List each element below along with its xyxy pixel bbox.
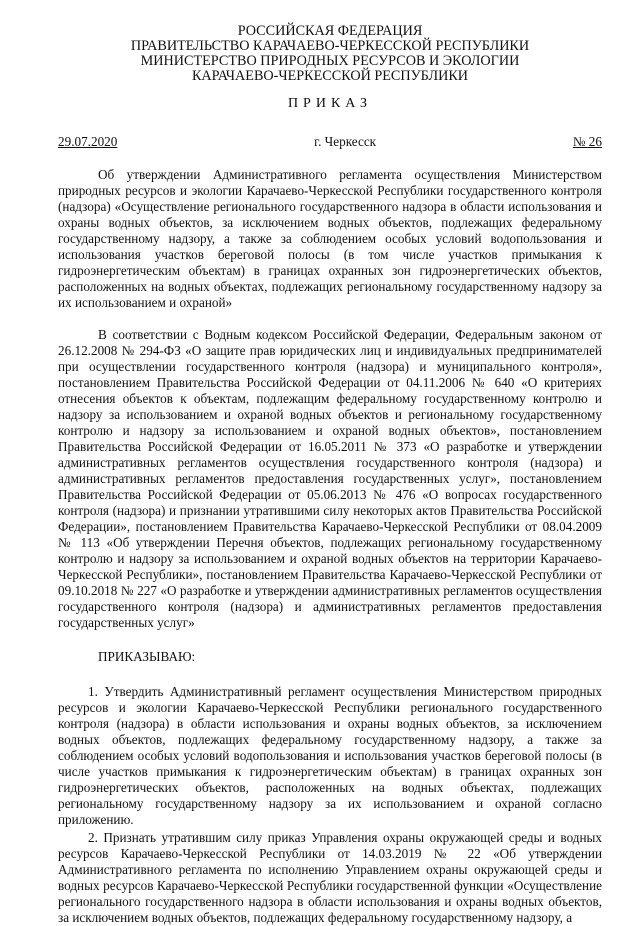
- document-subject: Об утверждении Административного регламента осуществления Министерством природных ресурсов и экологии Карачаево-Черкесской Республики государственного контроля (надзора) «Осуществление регионального государственного надзора в области использования и охраны водных объектов, за исключением водных объектов, подлежащих федеральному государственному надзору, а также за соблюдением особых условий водопользования и использования участков береговой полосы (в том числе участков примыкания к гидроэнергетическим объектам) в границах охранных зон гидроэнергетических объектов, расположенных на водных объектах, подлежащих региональному государственному надзору за их использованием и охраной»: [58, 167, 602, 310]
- document-city: г. Черкесск: [314, 134, 377, 149]
- document-meta: [58, 134, 602, 150]
- document-preamble: В соответствии с Водным кодексом Российской Федерации, Федеральным законом от 26.12.2008 № 294-ФЗ «О защите прав юридических лиц и индивидуальных предпринимателей при осуществлении государственного контроля (надзора) и муниципального контроля», постановлением Правительства Российской Федерации от 04.11.2006 № 640 «О критериях отнесения объектов к объектам, подлежащим федеральному государственному контролю и надзору за использованием и охраной водных объектов и региональному государственному контролю и надзору за использованием и охраной водных объектов», постановлением Правительства Российской Федерации от 16.05.2011 № 373 «О разработке и утверждении административных регламентов осуществления государственного контроля (надзора) и административных регламентов предоставления государственных услуг», постановлением Правительства Российской Федерации от 05.06.2013 № 476 «О вопросах государственного контроля (надзора) и признании утратившими силу некоторых актов Правительства Российской Федерации», постановлением Правительства Карачаево-Черкесской Республики от 08.04.2009 № 113 «Об утверждении Перечня объектов, подлежащих региональному государственному контролю и надзору за использованием и охраной водных объектов на территории Карачаево-Черкесской Республики», постановлением Правительства Карачаево-Черкесской Республики от 09.10.2018 № 227 «О разработке и утверждении административных регламентов осуществления государственного контроля (надзора) и административных регламентов предоставления государственных услуг»: [58, 327, 602, 630]
- header-line-republic: КАРАЧАЕВО-ЧЕРКЕССКОЙ РЕСПУБЛИКИ: [191, 68, 469, 84]
- header-line-ministry: МИНИСТЕРСТВО ПРИРОДНЫХ РЕСУРСОВ И ЭКОЛОГИИ: [140, 53, 520, 69]
- document-title: ПРИКАЗ: [287, 96, 373, 111]
- order-item: 1. Утвердить Административный регламент осуществления Министерством природных ресурсов и экологии Карачаево-Черкесской Республики регионального государственного контроля (надзора) в области использования и охраны водных объектов, за исключением водных объектов, подлежащих федеральному государственному надзору, а также за соблюдением особых условий водопользования и использования участков береговой полосы (в числе участков примыкания к гидроэнергетическим объектам) в границах охранных зон гидроэнергетических объектов, расположенных на водных объектах, подлежащих региональному государственному надзору за их использованием и охраной согласно приложению.: [58, 684, 602, 827]
- header-line-federation: РОССИЙСКАЯ ФЕДЕРАЦИЯ: [237, 23, 423, 39]
- document-header: [58, 24, 602, 84]
- order-item: 2. Признать утратившим силу приказ Управления охраны окружающей среды и водных ресурсов Карачаево-Черкесской Республики от 14.03.2019 № 22 «Об утверждении Административного регламента по исполнению Управлением охраны окружающей среды и водных ресурсов Карачаево-Черкесской Республики государственной функции «Осуществление регионального государственного надзора в области использования и охраны водных объектов, за исключением водных объектов, подлежащих федеральному государственному надзору, а: [58, 830, 602, 925]
- header-line-government: ПРАВИТЕЛЬСТВО КАРАЧАЕВО-ЧЕРКЕССКОЙ РЕСПУБЛИКИ: [130, 38, 530, 54]
- document-date: 29.07.2020: [58, 134, 118, 149]
- order-word: ПРИКАЗЫВАЮ:: [98, 649, 196, 664]
- document-number: № 26: [572, 134, 602, 149]
